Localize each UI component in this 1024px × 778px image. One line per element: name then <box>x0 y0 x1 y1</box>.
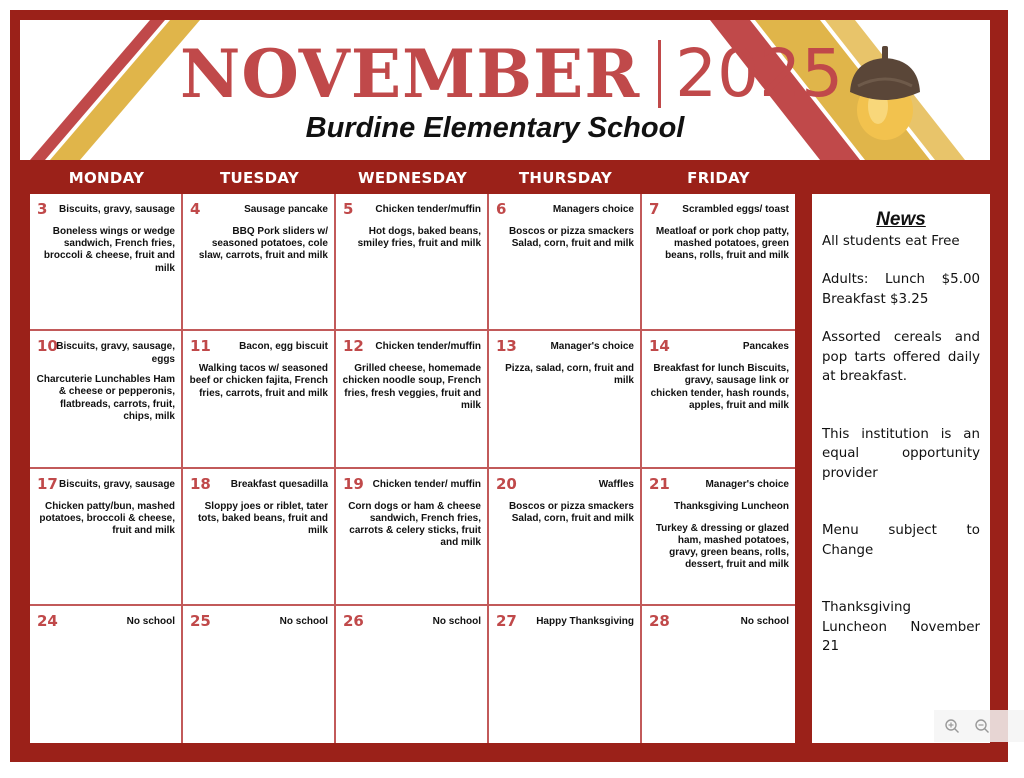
breakfast-item: Sausage pancake <box>244 204 328 215</box>
calendar-day-cell <box>30 194 183 331</box>
menu-line: Boneless wings or wedge sandwich, French fries, broccoli & cheese, fruit and milk <box>43 226 175 274</box>
day-number: 11 <box>190 337 211 356</box>
day-number: 25 <box>190 611 211 630</box>
day-number: 10 <box>37 337 58 356</box>
day-monday: MONDAY <box>68 169 145 187</box>
calendar-day-cell <box>489 331 642 468</box>
day-number: 17 <box>37 474 58 493</box>
title-row <box>180 34 843 114</box>
school-name: Burdine Elementary School <box>305 112 685 144</box>
news-panel <box>812 194 990 743</box>
breakfast-item: No school <box>432 615 481 627</box>
month-title: NOVEMBER <box>180 35 641 113</box>
menu-line: Chicken patty/bun, mashed potatoes, broccoli & cheese, fruit and milk <box>39 500 175 536</box>
day-thursday: THURSDAY <box>518 169 613 187</box>
news-item: Thanksgiving Luncheon November 21 <box>822 600 980 654</box>
menu-line: Corn dogs or ham & cheese sandwich, French fries, carrots & celery sticks, fruit and milk <box>348 500 481 549</box>
calendar-grid <box>30 194 795 743</box>
day-number: 4 <box>190 200 201 218</box>
calendar-header <box>20 20 990 160</box>
news-item: Adults: Lunch $5.00 Breakfast $3.25 <box>822 272 980 307</box>
day-number: 13 <box>496 337 517 356</box>
breakfast-item: Happy Thanksgiving <box>536 615 634 627</box>
menu-line: Boscos or pizza smackers Salad, corn, fruit and milk <box>508 226 634 250</box>
day-number: 21 <box>649 474 670 493</box>
calendar-day-cell <box>183 331 336 468</box>
calendar-day-cell <box>30 469 183 606</box>
news-title: News <box>876 209 926 230</box>
calendar-day-cell <box>489 606 642 743</box>
news-item: Assorted cereals and pop tarts offered daily at breakfast. <box>822 330 980 384</box>
calendar-day-cell <box>336 331 489 468</box>
zoom-out-icon[interactable] <box>974 718 990 734</box>
year-title: 2025 <box>675 35 844 112</box>
calendar-day-cell <box>336 606 489 743</box>
menu-line: Grilled cheese, homemade chicken noodle soup, French fries, fresh veggies, fruit and milk <box>342 363 481 411</box>
menu-line: Thanksgiving Luncheon <box>673 500 789 512</box>
calendar-day-cell <box>642 469 795 606</box>
breakfast-item: Bacon, egg biscuit <box>239 341 328 353</box>
breakfast-item: Biscuits, gravy, sausage, eggs <box>56 341 175 366</box>
calendar-day-cell <box>642 606 795 743</box>
day-number: 6 <box>496 200 507 218</box>
menu-line: BBQ Pork sliders w/ seasoned potatoes, cole slaw, carrots, fruit and milk <box>198 226 328 262</box>
day-number: 18 <box>190 474 211 493</box>
day-number: 20 <box>496 474 517 493</box>
breakfast-item: Chicken tender/ muffin <box>372 478 481 490</box>
breakfast-item: Pancakes <box>742 341 789 353</box>
menu-line: Sloppy joes or riblet, tater tots, baked beans, fruit and milk <box>197 500 328 536</box>
breakfast-item: Chicken tender/muffin <box>375 204 481 215</box>
calendar-day-cell <box>183 469 336 606</box>
day-number: 5 <box>343 200 354 218</box>
day-friday: FRIDAY <box>687 169 750 187</box>
breakfast-item: Managers choice <box>552 204 634 215</box>
calendar-day-cell <box>642 194 795 331</box>
day-number: 12 <box>343 337 364 356</box>
breakfast-item: Manager's choice <box>550 341 634 353</box>
breakfast-item: Manager's choice <box>705 478 789 490</box>
day-number: 24 <box>37 611 58 630</box>
breakfast-item: No school <box>740 615 789 627</box>
day-tuesday: TUESDAY <box>219 169 300 187</box>
breakfast-item: Waffles <box>598 478 634 490</box>
breakfast-item: Biscuits, gravy, sausage <box>59 204 175 215</box>
menu-line: Walking tacos w/ seasoned beef or chicken fajita, French fries, carrots, fruit and milk <box>189 363 328 399</box>
menu-line: Turkey & dressing or glazed ham, mashed potatoes, gravy, green beans, rolls, dessert, fruit and milk <box>655 522 789 571</box>
day-number: 28 <box>649 611 670 630</box>
day-number: 19 <box>343 474 364 493</box>
menu-line: Meatloaf or pork chop patty, mashed potatoes, green beans, rolls, fruit and milk <box>655 226 789 262</box>
menu-line: Boscos or pizza smackers Salad, corn, fruit and milk <box>508 500 634 524</box>
day-number: 26 <box>343 611 364 630</box>
day-wednesday: WEDNESDAY <box>357 169 468 187</box>
acorn-icon <box>840 42 930 142</box>
news-item: Menu subject to Change <box>822 523 980 558</box>
menu-line: Breakfast for lunch Biscuits, gravy, sausage link or chicken tender, hash rounds, apples, fruit and milk <box>650 363 789 411</box>
calendar-day-cell <box>336 469 489 606</box>
breakfast-item: Biscuits, gravy, sausage <box>59 478 175 490</box>
zoom-controls <box>934 710 1024 742</box>
calendar-day-cell <box>183 606 336 743</box>
breakfast-item: Scrambled eggs/ toast <box>682 204 789 215</box>
calendar-day-cell <box>30 606 183 743</box>
calendar-day-cell <box>489 194 642 331</box>
menu-line: Hot dogs, baked beans, smiley fries, fruit and milk <box>357 226 481 250</box>
breakfast-item: No school <box>126 615 175 627</box>
title-separator <box>658 40 661 108</box>
day-number: 7 <box>649 200 660 218</box>
calendar-day-cell <box>489 469 642 606</box>
calendar-day-cell <box>336 194 489 331</box>
calendar-day-cell <box>642 331 795 468</box>
breakfast-item: Chicken tender/muffin <box>375 341 481 353</box>
day-number: 14 <box>649 337 670 356</box>
day-number: 3 <box>37 200 48 218</box>
news-item: All students eat Free <box>822 233 960 249</box>
day-number: 27 <box>496 611 517 630</box>
breakfast-item: No school <box>279 615 328 627</box>
news-item: This institution is an equal opportunity provider <box>822 426 980 481</box>
breakfast-item: Breakfast quesadilla <box>230 478 328 490</box>
calendar-day-cell <box>183 194 336 331</box>
menu-line: Pizza, salad, corn, fruit and milk <box>505 363 634 387</box>
menu-line: Charcuterie Lunchables Ham & cheese or pepperonis, flatbreads, carrots, fruit, chips, milk <box>36 374 175 422</box>
weekday-header <box>30 164 795 192</box>
zoom-in-icon[interactable] <box>944 718 960 734</box>
calendar-day-cell <box>30 331 183 468</box>
